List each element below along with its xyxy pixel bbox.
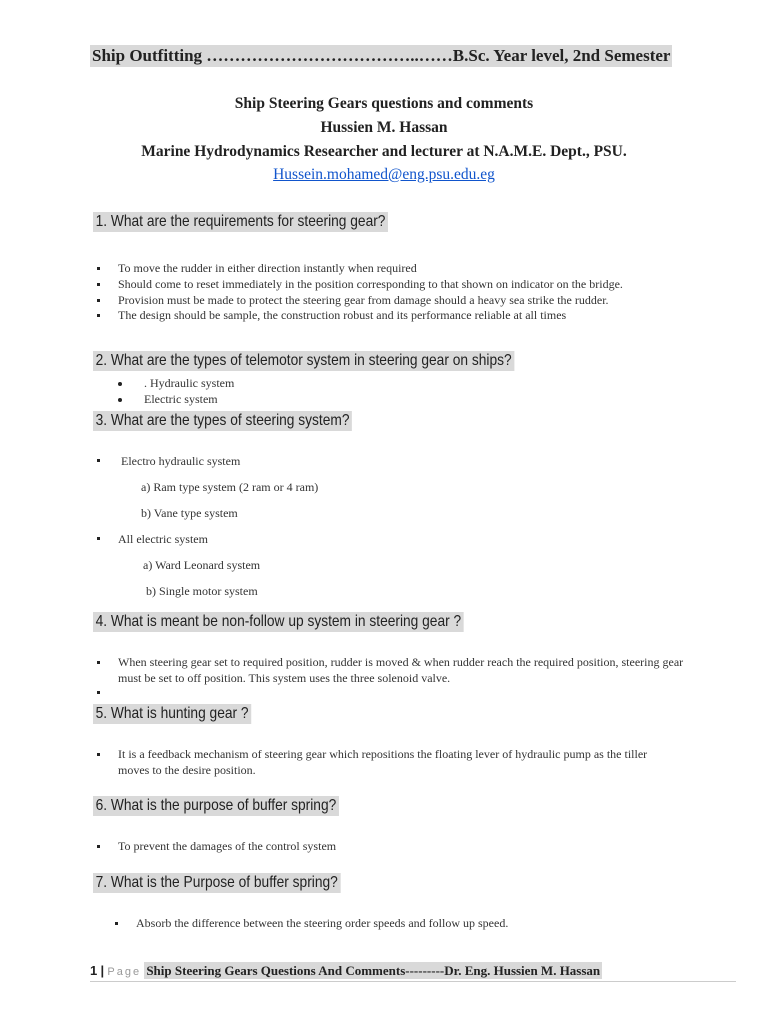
q2-item-2: Electric system (144, 392, 218, 406)
question-4-heading: 4. What is meant be non-follow up system in steering gear ? (93, 612, 464, 632)
bullet-icon (97, 267, 100, 270)
q3-sub-item-1b: b) Vane type system (141, 506, 238, 520)
question-7-heading: 7. What is the Purpose of buffer spring? (93, 873, 340, 893)
question-2-heading: 2. What are the types of telemotor system in steering gear on ships? (93, 351, 514, 371)
q3-item-1: Electro hydraulic system (121, 454, 241, 468)
page-number: 1 (90, 963, 98, 978)
bullet-icon (97, 314, 100, 317)
bullet-icon (118, 398, 122, 402)
q4-answer-line-1: When steering gear set to required position, rudder is moved & when rudder reach the required position, steering gear (118, 655, 684, 669)
q5-answer-line-2: moves to the desire position. (118, 763, 256, 777)
q6-answer: To prevent the damages of the control system (118, 839, 337, 853)
q3-sub-item-2b: b) Single motor system (146, 584, 258, 598)
bullet-icon (97, 537, 100, 540)
q4-answer-line-2: must be set to off position. This system uses the three solenoid valve. (118, 671, 451, 685)
author-affiliation: Marine Hydrodynamics Researcher and lecturer at N.A.M.E. Dept., PSU. (141, 143, 627, 160)
page-footer (90, 963, 602, 979)
q1-item-1: To move the rudder in either direction instantly when required (118, 261, 417, 275)
q3-sub-item-2a: a) Ward Leonard system (143, 558, 261, 572)
page-label: Page (107, 966, 142, 978)
document-title: Ship Steering Gears questions and comments (234, 95, 534, 112)
q5-answer-line-1: It is a feedback mechanism of steering gear which repositions the floating lever of hydraulic pump as the tiller (118, 747, 648, 761)
bullet-icon (97, 299, 100, 302)
bullet-icon (118, 382, 122, 386)
q3-sub-item-1a: a) Ram type system (2 ram or 4 ram) (141, 480, 319, 494)
question-3-heading: 3. What are the types of steering system? (93, 411, 352, 431)
document-header: Ship Outfitting ………………………………..……B.Sc. Year level, 2nd Semester (92, 46, 671, 65)
question-6-heading: 6. What is the purpose of buffer spring? (93, 796, 339, 816)
q3-item-2: All electric system (118, 532, 208, 546)
footer-text: Ship Steering Gears Questions And Comments---------Dr. Eng. Hussien M. Hassan (146, 963, 601, 978)
question-1-heading: 1. What are the requirements for steering gear? (93, 212, 388, 232)
q7-answer: Absorb the difference between the steering order speeds and follow up speed. (136, 916, 509, 930)
bullet-icon (97, 753, 100, 756)
q1-item-4: The design should be sample, the construction robust and its performance reliable at all times (118, 308, 567, 322)
bullet-icon (97, 459, 100, 462)
q1-item-3: Provision must be made to protect the steering gear from damage should a heavy sea strike the rudder. (118, 293, 609, 307)
bullet-icon (97, 661, 100, 664)
author-name: Hussien M. Hassan (320, 119, 448, 136)
bullet-icon (97, 691, 100, 694)
bullet-icon (97, 283, 100, 286)
bullet-icon (97, 845, 100, 848)
footer-rule (90, 981, 736, 982)
author-email-link[interactable]: Hussein.mohamed@eng.psu.edu.eg (273, 166, 495, 183)
bullet-icon (115, 922, 118, 925)
q2-item-1: . Hydraulic system (144, 376, 235, 390)
question-5-heading: 5. What is hunting gear ? (93, 704, 251, 724)
q1-item-2: Should come to reset immediately in the position corresponding to that shown on indicator on the bridge. (118, 277, 623, 291)
footer-separator: | (100, 963, 105, 978)
